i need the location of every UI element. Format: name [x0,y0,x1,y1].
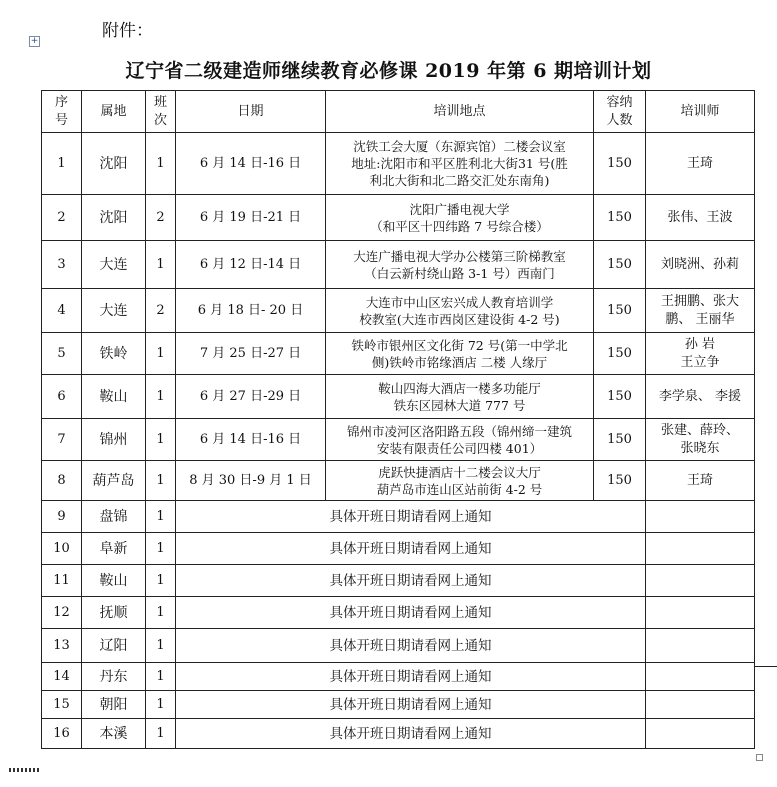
cell-line: 铁东区园林大道 777 号 [393,397,526,413]
cell-line: 沈铁工会大厦（东源宾馆）二楼会议室 [353,139,566,154]
cell-no: 9 [42,501,82,533]
cell-teacher [646,719,755,749]
cell-notice: 具体开班日期请看网上通知 [176,565,646,597]
table-row [42,663,755,691]
cell-line: 大连广播电视大学办公楼第三阶梯教室 [353,248,566,264]
cell-capacity: 150 [594,195,646,241]
cell-place [326,133,594,195]
header-teacher: 培训师 [646,91,755,133]
table-row [42,133,755,195]
table-row [42,501,755,533]
cell-place [326,375,594,419]
cell-teacher [646,565,755,597]
cell-no: 3 [42,241,82,289]
cell-teacher [646,195,755,241]
cell-region: 抚顺 [82,597,146,629]
cell-line: 刘晓洲、孙莉 [660,256,739,272]
cell-region: 辽阳 [82,629,146,663]
cell-teacher [646,597,755,629]
cell-no: 2 [42,195,82,241]
cell-line: 王琦 [686,155,713,171]
cell-line: 校教室(大连市西岗区建设街 4-2 号) [359,311,560,327]
cell-teacher [646,501,755,533]
cell-teacher [646,663,755,691]
cell-line: 鹏、 王丽华 [665,311,735,327]
cell-notice: 具体开班日期请看网上通知 [176,501,646,533]
cell-teacher [646,333,755,375]
cell-no: 13 [42,629,82,663]
cell-place [326,461,594,501]
cell-line: 王立争 [680,354,720,370]
cell-batch: 1 [146,533,176,565]
cell-capacity: 150 [594,241,646,289]
cell-region: 朝阳 [82,691,146,719]
table-row [42,419,755,461]
cell-teacher [646,629,755,663]
cell-place [326,195,594,241]
cell-notice: 具体开班日期请看网上通知 [176,533,646,565]
cell-region: 盘锦 [82,501,146,533]
table-resize-handle-icon[interactable] [756,754,763,761]
cell-line: 铁岭市银州区文化街 72 号(第一中学北 [351,337,568,353]
table-row [42,195,755,241]
cell-batch: 1 [146,133,176,195]
cell-region: 本溪 [82,719,146,749]
cell-date: 6 月 12 日-14 日 [176,241,326,289]
cell-region: 鞍山 [82,565,146,597]
cell-capacity: 150 [594,375,646,419]
cell-no: 1 [42,133,82,195]
cell-teacher [646,533,755,565]
cell-place [326,419,594,461]
cell-teacher [646,419,755,461]
table-row [42,565,755,597]
cell-line: 王琦 [686,472,713,488]
cell-line: 张伟、王波 [667,209,733,225]
cell-batch: 1 [146,629,176,663]
table-row [42,533,755,565]
cell-region: 沈阳 [82,133,146,195]
cell-line: 孙 岩 [684,336,716,352]
cell-no: 12 [42,597,82,629]
table-row [42,289,755,333]
table-row [42,461,755,501]
cell-batch: 1 [146,565,176,597]
cell-line: 利北大街和北二路交汇处东南角) [369,173,550,188]
cell-teacher [646,133,755,195]
cell-region: 沈阳 [82,195,146,241]
header-place: 培训地点 [326,91,594,133]
cell-no: 8 [42,461,82,501]
cell-batch: 1 [146,597,176,629]
cell-no: 15 [42,691,82,719]
table-row [42,691,755,719]
cell-teacher [646,461,755,501]
cell-date: 7 月 25 日-27 日 [176,333,326,375]
cell-line: （和平区十四纬路 7 号综合楼） [370,218,549,234]
cell-teacher [646,691,755,719]
cell-no: 14 [42,663,82,691]
cell-batch: 1 [146,375,176,419]
cell-no: 10 [42,533,82,565]
header-region: 属地 [82,91,146,133]
cell-no: 6 [42,375,82,419]
cell-date: 6 月 27 日-29 日 [176,375,326,419]
table-row [42,241,755,289]
cell-batch: 1 [146,719,176,749]
cell-date: 6 月 19 日-21 日 [176,195,326,241]
cell-notice: 具体开班日期请看网上通知 [176,719,646,749]
table-row [42,597,755,629]
cell-capacity: 150 [594,289,646,333]
cell-no: 16 [42,719,82,749]
cell-line: 张晓东 [680,440,720,456]
header-batch: 班 次 [146,91,176,133]
cell-line: 李学泉、 李援 [658,388,742,404]
cell-line: 沈阳广播电视大学 [409,201,510,217]
cell-date: 6 月 14 日-16 日 [176,133,326,195]
cell-line: （白云新村绕山路 3-1 号）西南门 [364,265,555,281]
cell-no: 4 [42,289,82,333]
cell-line: 大连市中山区宏兴成人教育培训学 [365,294,554,310]
cell-batch: 1 [146,691,176,719]
cell-region: 锦州 [82,419,146,461]
cell-line: 锦州市凌河区洛阳路五段（锦州缔一建筑 [346,423,572,439]
training-schedule-table [41,90,755,749]
move-handle-icon[interactable]: + [30,36,39,46]
cell-line: 侧)铁岭市铭缘酒店 二楼 人缘厅 [371,354,548,370]
cell-teacher [646,289,755,333]
cell-batch: 1 [146,461,176,501]
table-row [42,629,755,663]
cell-region: 大连 [82,241,146,289]
cell-teacher [646,241,755,289]
table-row [42,719,755,749]
cell-batch: 1 [146,663,176,691]
cell-notice: 具体开班日期请看网上通知 [176,691,646,719]
table-row [42,333,755,375]
cell-region: 阜新 [82,533,146,565]
cell-notice: 具体开班日期请看网上通知 [176,663,646,691]
cell-batch: 2 [146,195,176,241]
cell-place [326,241,594,289]
cell-region: 葫芦岛 [82,461,146,501]
cell-batch: 2 [146,289,176,333]
cell-no: 11 [42,565,82,597]
cell-capacity: 150 [594,461,646,501]
cell-batch: 1 [146,333,176,375]
cell-date: 8 月 30 日-9 月 1 日 [176,461,326,501]
header-date: 日期 [176,91,326,133]
cell-line: 王拥鹏、张大 [660,293,739,309]
cell-region: 鞍山 [82,375,146,419]
header-no: 序 号 [42,91,82,133]
cell-line: 虎跃快捷酒店十二楼会议大厅 [378,464,541,480]
cell-line: 葫芦岛市连山区站前街 4-2 号 [376,481,543,497]
cell-line: 张建、薛玲、 [660,422,739,438]
cell-region: 大连 [82,289,146,333]
cell-capacity: 150 [594,133,646,195]
cell-batch: 1 [146,501,176,533]
header-capacity: 容纳 人数 [594,91,646,133]
table-edge-line [754,666,777,667]
cell-line: 地址:沈阳市和平区胜利北大街31 号(胜 [351,156,568,171]
cell-line: 鞍山四海大酒店一楼多功能厅 [378,380,541,396]
cell-region: 铁岭 [82,333,146,375]
cell-no: 7 [42,419,82,461]
table-row [42,375,755,419]
cell-date: 6 月 14 日-16 日 [176,419,326,461]
cell-no: 5 [42,333,82,375]
cell-teacher [646,375,755,419]
cell-capacity: 150 [594,419,646,461]
cell-capacity: 150 [594,333,646,375]
cell-notice: 具体开班日期请看网上通知 [176,629,646,663]
document-title: 辽宁省二级建造师继续教育必修课 2019 年第 6 期培训计划 [125,60,652,82]
cell-place [326,333,594,375]
cell-region: 丹东 [82,663,146,691]
cell-place [326,289,594,333]
cell-batch: 1 [146,419,176,461]
status-marker-icon [9,768,41,772]
cell-line: 安装有限责任公司四楼 401） [376,440,543,456]
cell-batch: 1 [146,241,176,289]
cell-date: 6 月 18 日- 20 日 [176,289,326,333]
cell-notice: 具体开班日期请看网上通知 [176,597,646,629]
table-header-row [42,91,755,133]
attachment-label: 附件： [102,21,153,41]
